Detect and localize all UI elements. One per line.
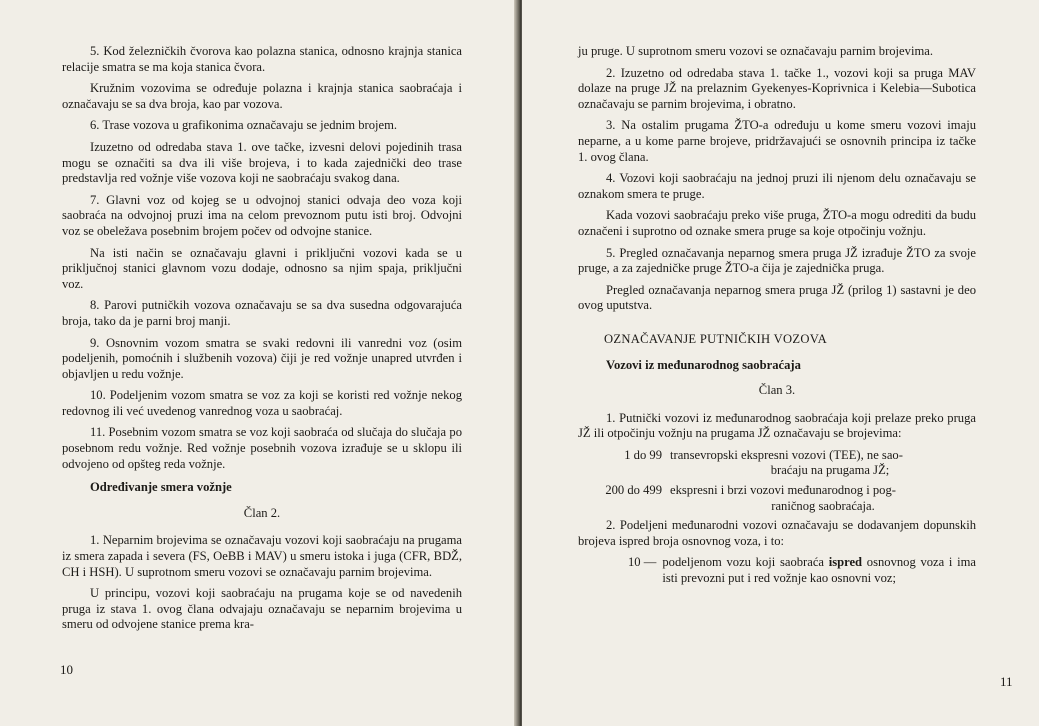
- emphasis: ispred: [828, 555, 863, 570]
- paragraph: 5. Pregled označavanja neparnog smera pruga JŽ izrađuje ŽTO za svoje pruge, a za zajedničke pruge ŽTO-a čija je zajednička pruga.: [578, 245, 976, 276]
- article-title: Član 3.: [758, 383, 796, 398]
- left-page-text: [62, 44, 462, 639]
- text-run: osnovnog voza i ima isti prevozni put i red vožnje kao osnovni voz;: [662, 555, 976, 586]
- paragraph: Na isti način se označavaju glavni i priključni vozovi kada se u priključnoj stanici glavnom vozu dodaje, odnosno sa njim spaja, priključni voz.: [62, 245, 462, 291]
- left-page: [0, 0, 518, 726]
- paragraph: 1. Neparnim brojevima se označavaju vozovi koji saobraćaju na prugama iz smera zapada i severa (FS, OeBB i MAV) u smeru istoka i juga (CFR, BDŽ, CH i HSH). U suprotnom smeru vozovi se označavaju parnim brojevima.: [62, 533, 462, 579]
- paragraph: 3. Na ostalim prugama ŽTO-a određuju u kome smeru vozovi imaju neparne, a u kome parne brojeve, pridržavajući se osnovnih principa iz tačke 1. ovog člana.: [578, 118, 976, 164]
- page-number: 10: [60, 662, 73, 677]
- paragraph: 6. Trase vozova u grafikonima označavaju se jednim brojem.: [90, 118, 398, 133]
- text-run: podeljenom vozu koji saobraća: [662, 555, 829, 570]
- list-item-text: [670, 448, 976, 479]
- list-item-text: [670, 483, 976, 514]
- paragraph: 4. Vozovi koji saobraćaju na jednoj pruzi ili njenom delu označavaju se oznakom smera te pruge.: [578, 171, 976, 201]
- list-item-line: braćaju na prugama JŽ;: [770, 463, 890, 478]
- paragraph: Izuzetno od odredaba stava 1. ove tačke, izvesni delovi pojedinih trasa mogu se označiti sa dva ili više brojeva, i to kada zajednički deo trase predstavlja red vožnje više vozova koji ne saobraćaju svakog dana.: [62, 139, 462, 186]
- list-item: [578, 448, 976, 479]
- list-item-line: raničnog saobraćaja.: [771, 498, 875, 513]
- paragraph: 11. Posebnim vozom smatra se voz koji saobraća od slučaja do slučaja po posebnom redu vožnje. Red vožnje posebnih vozova izrađuje se u sklopu ili odvojeno od opšteg reda vožnje.: [62, 425, 462, 471]
- paragraph: 2. Podeljeni međunarodni vozovi označavaju se dodavanjem dopunskih brojeva ispred broja osnovnog voza, i to:: [578, 518, 976, 548]
- list-item-line: transevropski ekspresni vozovi (TEE), ne sao-: [670, 447, 903, 462]
- subheading: Vozovi iz međunarodnog saobraćaja: [606, 357, 801, 372]
- list-item: [578, 483, 976, 514]
- list-item-range: 1 do 99: [624, 447, 662, 462]
- right-page-text: [578, 44, 976, 587]
- list-item-line: ekspresni i brzi vozovi međunarodnog i pog-: [670, 483, 896, 498]
- section-heading: Određivanje smera vožnje: [90, 480, 232, 495]
- list-item: [578, 555, 976, 586]
- paragraph: 5. Kod železničkih čvorova kao polazna stanica, odnosno krajnja stanica relacije smatra se ma koja stanica čvora.: [62, 44, 462, 74]
- page-number: 11: [1000, 674, 1013, 689]
- paragraph: 7. Glavni voz od kojeg se u odvojnoj stanici odvaja deo voza koji saobraća na odvojnoj pruzi ima na celom prevoznom putu isti broj. Odvojni voz se obeležava posebnim brojem počev od odvojne stanice.: [62, 192, 462, 238]
- article-title: Član 2.: [243, 505, 281, 520]
- list-item-number: 10 —: [628, 555, 657, 570]
- paragraph: Kada vozovi saobraćaju preko više pruga, ŽTO-a mogu odrediti da budu označeni i suprotno od oznake smera pruge sa koje otpočinju vožnju.: [578, 208, 976, 238]
- paragraph: U principu, vozovi koji saobraćaju na prugama koje se od navedenih pruga iz stava 1. ovog člana odvajaju označavaju se neparnim brojevima u smeru od odvojene stanice prema kra-: [62, 586, 462, 632]
- list-item-range: 200 do 499: [605, 483, 662, 498]
- paragraph: 2. Izuzetno od odredaba stava 1. tačke 1., vozovi koji sa pruga MAV dolaze na pruge JŽ na prelaznim Gyekenyes-Koprivnica i Kelebia—Subotica označavaju se parnim brojevima, i obratno.: [578, 65, 976, 111]
- paragraph: 9. Osnovnim vozom smatra se svaki redovni ili vanredni voz (osim podeljenih, pomoćnih i službenih vozova) čiji je red vožnje unapred utvrđen i objavljen u redu vožnje.: [62, 335, 462, 381]
- paragraph: 10. Podeljenim vozom smatra se voz za koji se koristi red vožnje nekog redovnog ili već uvedenog vanrednog voza u saobraćaj.: [62, 388, 462, 418]
- section-title: OZNAČAVANJE PUTNIČKIH VOZOVA: [604, 331, 827, 346]
- paragraph: 8. Parovi putničkih vozova označavaju se sa dva susedna odgovarajuća broja, tako da je parni broj manji.: [62, 298, 462, 328]
- right-page: [522, 0, 1039, 726]
- paragraph: Pregled označavanja neparnog smera pruga JŽ (prilog 1) sastavni je deo ovog uputstva.: [578, 282, 976, 313]
- paragraph: 1. Putnički vozovi iz međunarodnog saobraćaja koji prelaze preko pruga JŽ ili otpočinju vožnju na prugama JŽ označavaju se brojevima:: [578, 410, 976, 441]
- paragraph: Kružnim vozovima se određuje polazna i krajnja stanica saobraćaja i označavaju se sa dva broja, kao par vozova.: [62, 81, 462, 111]
- paragraph: ju pruge. U suprotnom smeru vozovi se označavaju parnim brojevima.: [578, 44, 933, 58]
- list-item-text: [662, 555, 976, 586]
